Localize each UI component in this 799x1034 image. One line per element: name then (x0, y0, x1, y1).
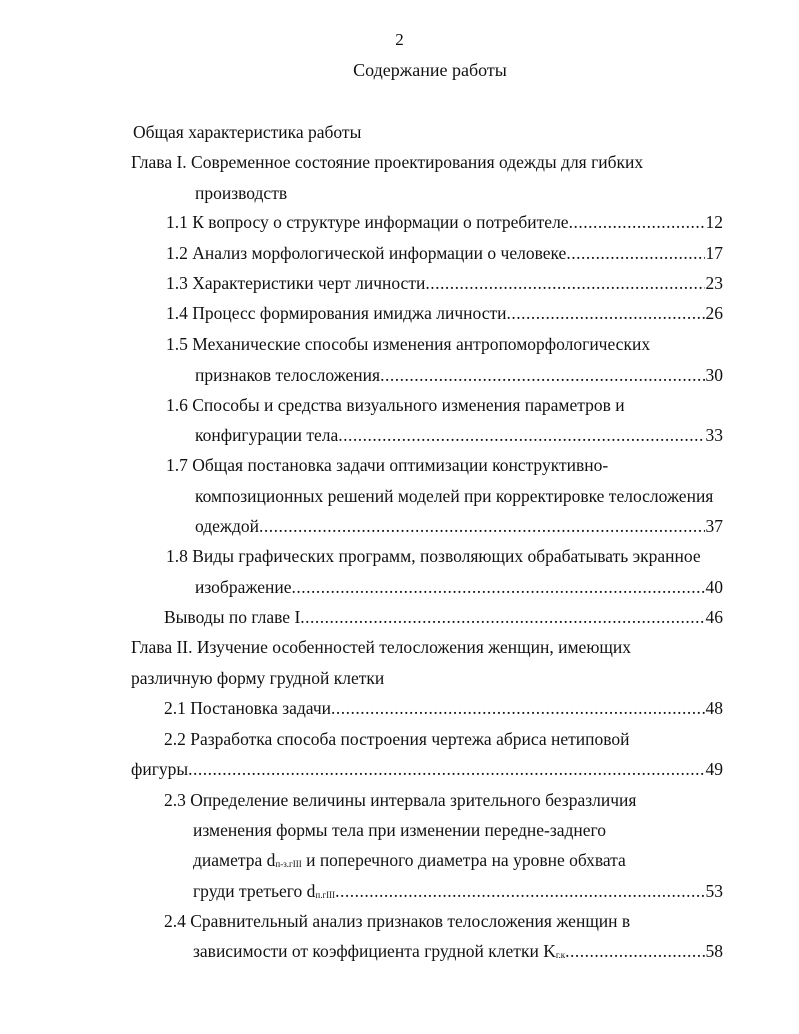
dot-leader (188, 758, 704, 780)
dot-leader (380, 364, 704, 386)
dot-leader (425, 272, 704, 294)
dot-leader (291, 576, 704, 598)
toc-general: Общая характеристика работы (133, 122, 362, 142)
toc-entry-text (193, 880, 335, 906)
toc-entry-text: диаметра d (193, 850, 276, 870)
toc-entry-page: 33 (705, 425, 723, 445)
toc-entry-text-part: груди третьего d (193, 881, 316, 901)
subscript: п-з.гIII (275, 859, 302, 869)
dot-leader (507, 302, 705, 324)
toc-entry-text: конфигурации тела (195, 425, 339, 445)
subscript: г.к (555, 950, 566, 960)
toc-entry-1-1 (166, 211, 723, 233)
toc-entry-text: 1.1 К вопросу о структуре информации о потребителе (166, 212, 569, 232)
toc-entry-text-part: зависимости от коэффициента грудной клетки K (193, 941, 556, 961)
toc-entry-1-6-line-1: 1.6 Способы и средства визуального изменения параметров и (166, 395, 625, 415)
toc-entry-page: 30 (705, 365, 723, 385)
toc-entry-page: 12 (705, 212, 723, 232)
toc-entry-text: одеждой (195, 516, 260, 536)
toc-entry-1-5 (195, 364, 723, 386)
toc-entry-page: 26 (705, 303, 723, 323)
toc-entry-2-2-line-1: 2.2 Разработка способа построения чертежа абриса нетиповой (164, 729, 630, 749)
toc-entry-1-8-line-1: 1.8 Виды графических программ, позволяющих обрабатывать экранное (166, 546, 701, 566)
toc-entry-2-3 (193, 880, 723, 906)
toc-entry-text: 1.3 Характеристики черт личности (166, 273, 426, 293)
dot-leader (331, 697, 704, 719)
dot-leader (566, 242, 704, 264)
toc-entry-1-7 (195, 515, 723, 537)
toc-entry-1-7-line-2: композиционных решений моделей при корректировке телосложения (195, 486, 714, 506)
toc-entry-page: 23 (705, 273, 723, 293)
page-number: 2 (395, 30, 404, 49)
toc-chapter-2-line-1: Глава II. Изучение особенностей телосложения женщин, имеющих (131, 637, 631, 657)
dot-leader (259, 515, 704, 537)
toc-entry-text: изображение (195, 577, 292, 597)
toc-entry-page: 58 (705, 941, 723, 961)
dot-leader (338, 424, 704, 446)
toc-entry-2-3-line-3 (193, 849, 626, 875)
toc-entry-page: 48 (705, 698, 723, 718)
toc-entry-2-3-line-1: 2.3 Определение величины интервала зрительного безразличия (164, 790, 637, 810)
toc-entry-page: 46 (705, 607, 723, 627)
toc-chapter-2-line-2: различную форму грудной клетки (131, 668, 385, 688)
toc-entry-text (193, 940, 565, 966)
toc-entry-page: 40 (705, 577, 723, 597)
toc-entry-page: 49 (705, 759, 723, 779)
dot-leader (569, 211, 705, 233)
toc-entry-1-8 (195, 576, 723, 598)
toc-entry-1-7-line-1: 1.7 Общая постановка задачи оптимизации конструктивно- (166, 455, 609, 475)
page-title: Содержание работы (353, 60, 507, 80)
toc-entry-text: Выводы по главе I (164, 607, 301, 627)
toc-entry-page: 37 (705, 516, 723, 536)
toc-entry-1-3 (166, 272, 723, 294)
toc-entry-1-5-line-1: 1.5 Механические способы изменения антропоморфологических (166, 334, 651, 354)
toc-entry-text: 1.4 Процесс формирования имиджа личности (166, 303, 507, 323)
toc-entry-text: признаков телосложения (195, 365, 381, 385)
toc-conclusions-chapter-1 (164, 606, 723, 628)
dot-leader (335, 880, 704, 902)
toc-chapter-1-line-2: производств (195, 183, 288, 203)
toc-entry-text: 1.2 Анализ морфологической информации о человеке (166, 243, 567, 263)
toc-entry-text: и поперечного диаметра на уровне обхвата (301, 850, 626, 870)
toc-entry-1-4 (166, 302, 723, 324)
toc-entry-2-1 (164, 697, 723, 719)
toc-entry-page: 17 (705, 243, 723, 263)
toc-entry-2-3-line-2: изменения формы тела при изменении передне-заднего (193, 820, 607, 840)
toc-entry-page: 53 (705, 881, 723, 901)
subscript: п.гIII (315, 890, 336, 900)
toc-entry-text: 2.1 Постановка задачи (164, 698, 332, 718)
dot-leader (565, 940, 704, 962)
toc-entry-2-4-line-1: 2.4 Сравнительный анализ признаков телосложения женщин в (164, 911, 631, 931)
toc-entry-1-2 (166, 242, 723, 264)
toc-entry-2-2 (131, 758, 723, 780)
dot-leader (300, 606, 704, 628)
toc-entry-text: фигуры (131, 759, 189, 779)
toc-entry-1-6 (195, 424, 723, 446)
toc-entry-2-4 (193, 940, 723, 966)
toc-chapter-1-line-1: Глава I. Современное состояние проектирования одежды для гибких (131, 152, 644, 172)
